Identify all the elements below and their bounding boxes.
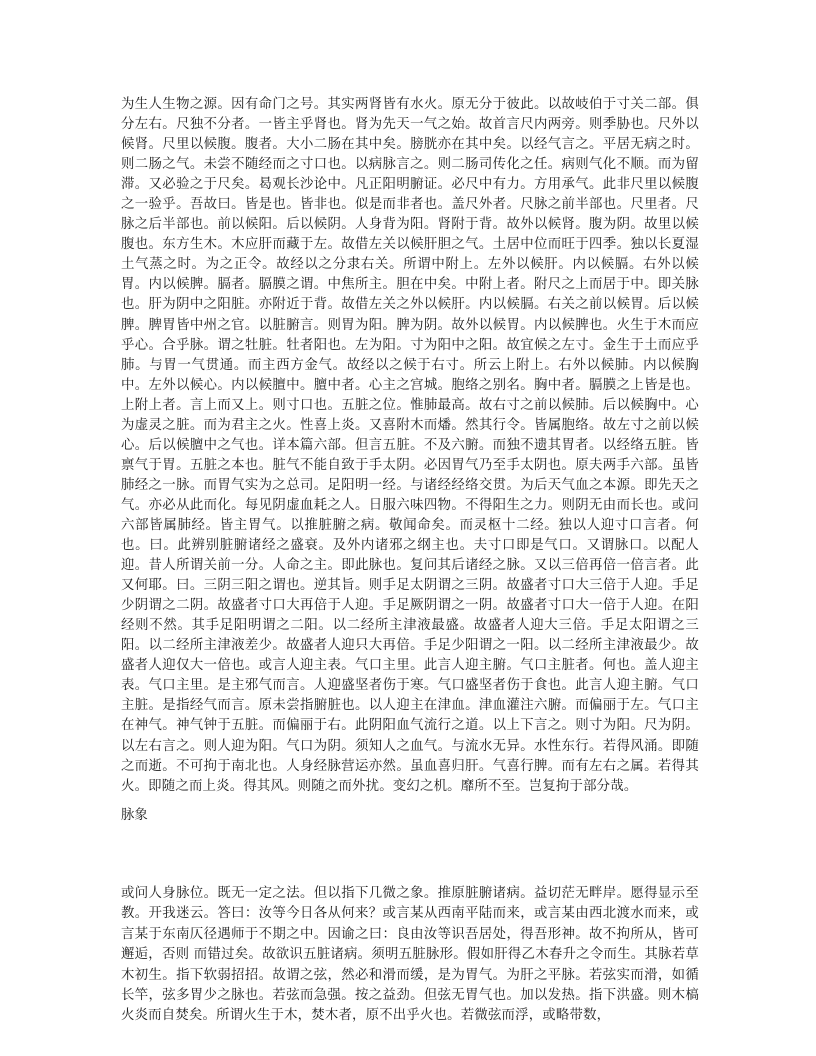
section-heading: 脉象 [121,808,148,823]
body-paragraph: 或问人身脉位。既无一定之法。但以指下几微之象。推原脏腑诸病。益切茫无畔岸。愿得显示至教。开我迷云。答曰：汝等今日各从何来？或言某从西南平陆而来，或言某由西北渡水而来，或言某于东南仄径遇师于不期之中。因谕之曰：良由汝等识吾居处，得吾形神。故不拘所从，皆可邂逅，否则 而错过矣。故欲识五脏诸病。须明五脏脉形。假如肝得乙木春升之令而生。其脉若草木初生。指下软弱招招。故谓之弦，然必和滑而缓，是为胃气。为肝之平脉。若弦实而滑，如循长竿，弦多胃少之脉也。若弦而急强。按之益劲。但弦无胃气也。加以发热。指下洪盛。则木槁火炎而自焚矣。所谓火生于木，焚木者，原不出乎火也。若微弦而浮，或略带数， [121,886,699,1024]
body-paragraph: 为生人生物之源。因有命门之号。其实两肾皆有水火。原无分于彼此。以故岐伯于寸关二部。俱分左右。尺独不分者。一皆主乎肾也。肾为先天一气之始。故首言尺内两旁。则季胁也。尺外以候肾。尺里以候腹。腹者。大小二肠在其中矣。膀胱亦在其中矣。以经气言之。平居无病之时。则二肠之气。未尝不随经而之寸口也。以病脉言之。则二肠司传化之任。病则气化不顺。而为留滞。又必验之于尺矣。曷观长沙论中。凡正阳明腑证。必尺中有力。方用承气。此非尺里以候腹之一验乎。吾故曰。皆是也。皆非也。似是而非者也。盖尺外者。尺脉之前半部也。尺里者。尺脉之后半部也。前以候阳。后以候阴。人身背为阳。肾附于背。故外以候肾。腹为阴。故里以候腹也。东方生木。木应肝而藏于左。故借左关以候肝胆之气。土居中位而旺于四季。独以长夏湿土气蒸之时。为之正令。故经以之分隶右关。所谓中附上。左外以候肝。内以候膈。右外以候胃。内以候脾。膈者。膈膜之谓。中焦所主。胆在中矣。中附上者。附尺之上而居于中。即关脉也。肝为阴中之阳脏。亦附近于背。故借左关之外以候肝。内以候膈。右关之前以候胃。后以候脾。脾胃皆中州之官。以脏腑言。则胃为阳。脾为阴。故外以候胃。内以候脾也。火生于木而应乎心。合乎脉。谓之牡脏。牡者阳也。左为阳。寸为阳中之阳。故宜候之左寸。金生于土而应乎肺。与胃一气贯通。而主西方金气。故经以之候于右寸。所云上附上。右外以候肺。内以候胸中。左外以候心。内以候膻中。膻中者。心主之宫城。胞络之别名。胸中者。膈膜之上皆是也。上附上者。言上而又上。则寸口也。五脏之位。惟肺最高。故右寸之前以候肺。后以候胸中。心为虚灵之脏。而为君主之火。性喜上炎。又喜附木而燔。然其行令。皆属胞络。故左寸之前以候心。后以候膻中之气也。详本篇六部。但言五脏。不及六腑。而独不遗其胃者。以经络五脏。皆禀气于胃。五脏之本也。脏气不能自致于手太阴。必因胃气乃至手太阴也。原夫两手六部。虽皆肺经之一脉。而胃气实为之总司。足阳明一经。与诸经经络交贯。为后天气血之本源。即先天之气。亦必从此而化。每见阴虚血耗之人。日服六味四物。不得阳生之力。则阴无由而长也。或问六部皆属肺经。皆主胃气。以推脏腑之病。敬闻命矣。而灵枢十二经。独以人迎寸口言者。何也。曰。此辨别脏腑诸经之盛衰。及外内诸邪之纲主也。夫寸口即是气口。又谓脉口。以配人迎。昔人所谓关前一分。人命之主。即此脉也。复问其后诸经之脉。又以三倍再倍一倍言者。此又何耶。曰。三阴三阳之谓也。逆其旨。则手足太阴谓之三阴。故盛者寸口大三倍于人迎。手足少阴谓之二阴。故盛者寸口大再倍于人迎。手足厥阴谓之一阴。故盛者寸口大一倍于人迎。在阳经则不然。其手足阳明谓之二阳。以二经所主津液最盛。故盛者人迎大三倍。手足太阳谓之三阳。以二经所主津液差少。故盛者人迎只大再倍。手足少阳谓之一阳。以二经所主津液最少。故盛者人迎仅大一倍也。或言人迎主表。气口主里。此言人迎主腑。气口主脏者。何也。盖人迎主表。气口主里。是主邪气而言。人迎盛坚者伤于寒。气口盛坚者伤于食也。此言人迎主腑。气口主脏。是指经气而言。原未尝指腑脏也。以人迎主在津血。津血灌注六腑。而偏丽于左。气口主在神气。神气钟于五脏。而偏丽于右。此阴阳血气流行之道。以上下言之。则寸为阳。尺为阴。以左右言之。则人迎为阳。气口为阴。须知人之血气。与流水无异。水性东行。若得风涌。即随之而逝。不可拘于南北也。人身经脉营运亦然。虽血喜归肝。气喜行脾。而有左右之属。若得其火。即随之而上炎。得其风。则随之而外扰。变幻之机。靡所不至。岂复拘于部分哉。 [121,97,699,794]
